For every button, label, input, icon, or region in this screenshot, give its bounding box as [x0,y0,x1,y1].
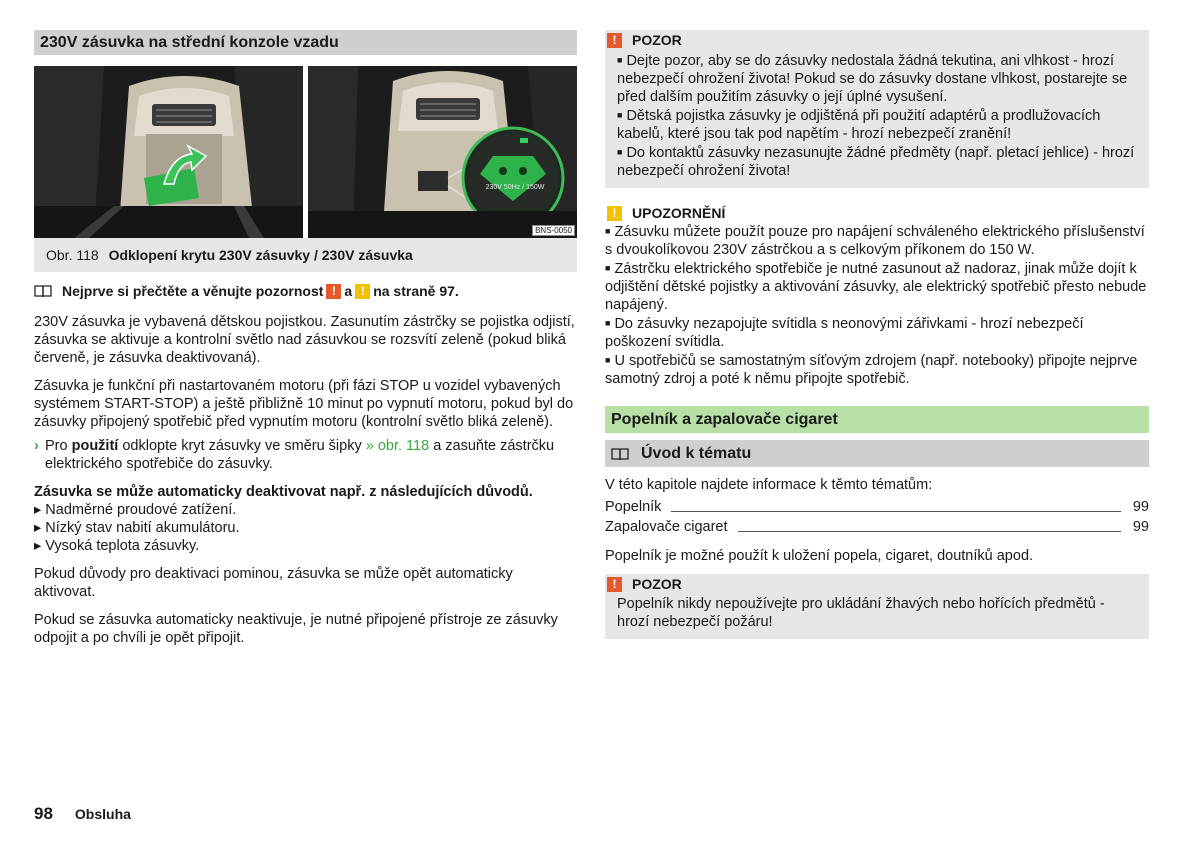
paragraph-ashtray: Popelník je možné použít k uložení popela, cigaret, doutníků apod. [605,548,1034,564]
notice-item: ■ Zásuvku můžete použít pouze pro napájení schváleného elektrického příslušenství s dvoukolíkovou 230V zástrčkou a s celkovým příkonem do 150 W. [605,222,1149,259]
footer-section: Obsluha [74,806,131,822]
action-mid: odklopte kryt zásuvky ve směru šipky [122,438,362,454]
notice-item: ■ U spotřebičů se samostatným síťovým zdrojem (např. notebooky) připojte nejprve samotný zdroj a poté k němu připojte spotřebič. [605,351,1149,388]
list-item: ▸ Vysoká teplota zásuvky. [34,537,577,555]
deactivation-title: Zásuvka se může automaticky deaktivovat např. z následujících důvodů. [34,484,533,500]
list-item: ▸ Nadměrné proudové zatížení. [34,501,577,519]
deactivation-list [34,501,577,555]
figure-code: BNS-0050 [532,225,575,236]
note-text-pre: Nejprve si přečtěte a věnujte pozornost [62,283,324,299]
warning-header [605,31,1137,49]
warning-box-pozor [605,30,1149,188]
yellow-warning-icon: ! [355,284,370,299]
toc-page: 99 [1132,499,1149,515]
notice-title: UPOZORNĚNÍ [632,205,726,221]
warning-text: Popelník nikdy nepoužívejte pro ukládání žhavých nebo hořících předmětů - hrozí nebezpečí požáru! [617,596,1105,630]
list-item: ▸ Nízký stav nabití akumulátoru. [34,519,577,537]
paragraph-function: Zásuvka je funkční při nastartovaném motoru (při fázi STOP u vozidel vybavených systémem START-STOP) a ještě přibližně 10 minut po vypnutí motoru, pokud byl do zásuvky připojený spotřebič před vypnutím motoru (kontrolní světlo bliká zeleně). [34,378,574,430]
notice-item: ■ Do zásuvky nezapojujte svítidla s neonovými zářivkami - hrozí nebezpečí poškození svítidla. [605,314,1149,351]
red-warning-icon: ! [607,33,622,48]
toc-leader [671,511,1120,512]
figure-link[interactable]: » obr. 118 [365,438,430,454]
read-first-note [34,282,577,300]
red-warning-icon: ! [326,284,341,299]
topic-list [605,496,1149,536]
paragraph-reactivate: Pokud důvody pro deaktivaci pominou, zásuvka se může opět automaticky aktivovat. [34,566,513,600]
right-column [605,30,1149,639]
chapter-title: Popelník a zapalovače cigaret [605,406,1149,433]
book-icon [34,284,52,298]
notice-header [605,204,1149,222]
figure-caption [34,238,577,272]
red-warning-icon: ! [607,577,622,592]
book-icon [611,447,629,461]
action-step [34,437,577,473]
paragraph-reconnect: Pokud se zásuvka automaticky neaktivuje, je nutné připojené přístroje ze zásuvky odpojit a po chvíli je opět připojit. [34,612,558,646]
toc-leader [738,531,1121,532]
yellow-warning-icon: ! [607,206,622,221]
socket-label: 230V 50Hz / 150W [485,184,545,191]
intro-text: V této kapitole najdete informace k těmto tématům: [605,477,933,493]
toc-label: Popelník [605,499,662,515]
figure-118 [34,66,577,238]
warning-title: POZOR [632,32,682,48]
section-title: 230V zásuvka na střední konzole vzadu [34,30,577,55]
notice-block [605,204,1149,388]
action-arrow-icon: › [34,438,39,454]
action-text [45,437,577,473]
intro-title: Úvod k tématu [641,444,752,462]
page-number: 98 [34,804,53,823]
action-pre: Pro [45,438,68,454]
photo-socket [308,66,577,238]
toc-row[interactable] [605,496,1149,516]
warning-item: ■ Do kontaktů zásuvky nezasunujte žádné předměty (např. pletací jehlice) - hrozí nebezpečí ohrožení života! [617,143,1137,180]
note-text-post: na straně 97. [373,283,459,299]
toc-label: Zapalovače cigaret [605,519,728,535]
toc-page: 99 [1132,519,1149,535]
warning-item: ■ Dejte pozor, aby se do zásuvky nedostala žádná tekutina, ani vlhkost - hrozí nebezpečí ohrožení života! Pokud se do zásuvky dostane vlhkost, postarejte se před dalším použitím zásuvky o její úplné vysušení. [617,51,1137,106]
figure-number: Obr. 118 [46,247,99,263]
figure-title: Odklopení krytu 230V zásuvky / 230V zásuvka [108,247,413,263]
notice-item: ■ Zástrčku elektrického spotřebiče je nutné zasunout až nadoraz, jinak může dojít k odjištění dětské pojistky a aktivování zásuvky, ale elektrický spotřebič přesto nebude napájený. [605,259,1149,314]
warning-item: ■ Dětská pojistka zásuvky je odjištěná při použití adaptérů a prodlužovacích kabelů, které jsou tak pod napětím - hrozí nebezpečí zranění! [617,106,1137,143]
page-footer [34,805,131,823]
photo-cover-open [34,66,303,238]
paragraph-child-lock: 230V zásuvka je vybavená dětskou pojistkou. Zasunutím zástrčky se pojistka odjistí, zásuvka se aktivuje a kontrolní světlo nad zásuvkou se rozsvítí zeleně (pokud bliká červeně, je zásuvka deaktivovaná). [34,314,575,366]
left-column [34,30,577,647]
intro-header [605,440,1149,467]
toc-row[interactable] [605,516,1149,536]
warning-title: POZOR [632,576,682,592]
warning-header [605,575,1137,593]
note-text-and: a [344,283,353,299]
action-bold: použití [71,438,119,454]
warning-box-ashtray [605,574,1149,639]
action-post: a zasuňte zástrčku elektrického spotřebiče do zásuvky. [45,438,555,472]
